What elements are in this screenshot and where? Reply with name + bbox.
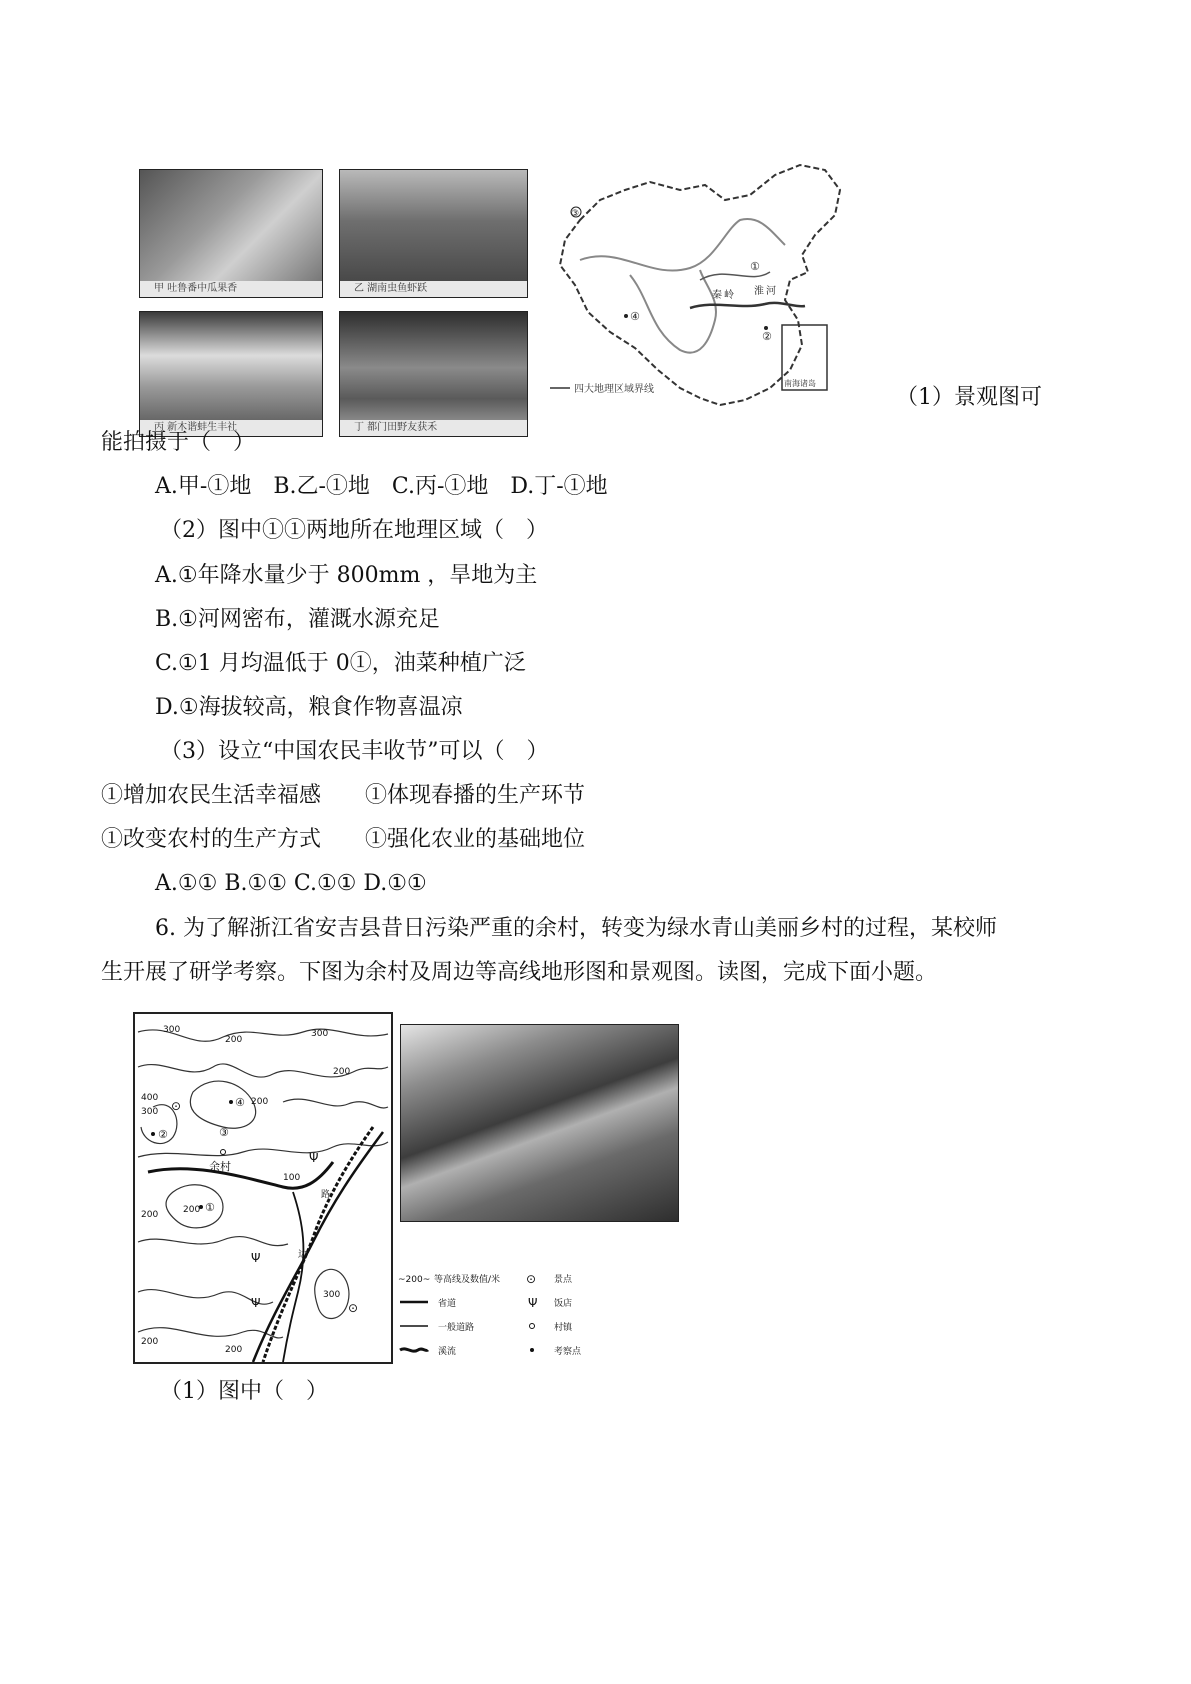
legend-contour-sample: ~200~	[398, 1275, 431, 1285]
contour-map	[133, 1012, 393, 1364]
contour-label: 200	[183, 1205, 201, 1215]
photo-ding	[339, 311, 528, 437]
inset-label: 南海诸岛	[784, 379, 816, 388]
photo-caption: 甲 吐鲁番中瓜果香	[140, 281, 322, 297]
survey-site-label: ④	[235, 1096, 245, 1109]
contour-label: 300	[311, 1029, 329, 1039]
q5-sub2: （2）图中①①两地所在地理区域（ ）	[160, 518, 548, 543]
scenic-spot-icon: ⊙	[526, 1272, 537, 1286]
region-boundary	[630, 270, 716, 353]
site-marker: ③	[571, 209, 580, 219]
q5-sub3: （3）设立“中国农民丰收节”可以（ ）	[160, 739, 549, 764]
river	[700, 272, 770, 280]
contour-label: 300	[141, 1107, 159, 1117]
map-legend: 四大地理区域界线	[574, 384, 654, 395]
legend-label: 景点	[554, 1275, 573, 1285]
survey-site-label: ①	[205, 1201, 215, 1214]
q5-sub2-option-b: B.①河网密布，灌溉水源充足	[155, 607, 440, 632]
contour-label: 400	[141, 1093, 159, 1103]
yucun-landscape-photo	[400, 1024, 679, 1222]
road-label: 路	[321, 1190, 331, 1200]
photo-caption: 丁 都门田野友获禾	[340, 420, 527, 436]
legend-label: 等高线及数值/米	[434, 1275, 501, 1285]
q5-sub1-options: A.甲-①地 B.乙-①地 C.丙-①地 D.丁-①地	[155, 474, 608, 499]
restaurant-icon: Ψ	[251, 1296, 261, 1310]
stream-swatch	[400, 1349, 428, 1351]
site-dot	[624, 314, 628, 318]
q5-sub3-line2: ①改变农村的生产方式 ①强化农业的基础地位	[101, 827, 586, 852]
scenic-spot-icon: ⊙	[171, 1099, 182, 1113]
contour-label: 200	[141, 1337, 159, 1347]
survey-site-label: ②	[158, 1128, 168, 1141]
photo-yi	[339, 169, 528, 298]
site-marker: ①	[750, 260, 760, 273]
q5-sub3-options: A.①① B.①① C.①① D.①①	[155, 871, 427, 896]
survey-point	[229, 1100, 233, 1104]
restaurant-icon: Ψ	[528, 1296, 538, 1310]
q6-stem-line2: 生开展了研学考察。下图为余村及周边等高线地形图和景观图。读图，完成下面小题。	[101, 960, 938, 985]
q6-sub1: （1）图中（ ）	[160, 1379, 328, 1404]
restaurant-icon: Ψ	[309, 1151, 319, 1165]
village-town-swatch	[530, 1324, 535, 1329]
site-marker: ④	[630, 310, 640, 323]
survey-point-swatch	[530, 1348, 534, 1352]
legend-label: 溪流	[438, 1347, 457, 1357]
photo-caption: 乙 湖南虫鱼虾跃	[340, 281, 527, 297]
q5-sub2-option-d: D.①海拔较高，粮食作物喜温凉	[155, 695, 463, 720]
qinling-huaihe-line	[690, 303, 805, 308]
contour-label: 200	[225, 1345, 243, 1355]
contour-label: 300	[323, 1290, 341, 1300]
q5-sub1-cont: 能拍摄于（ ）	[101, 430, 256, 455]
legend-label: 省道	[438, 1299, 457, 1309]
china-outline	[560, 165, 840, 405]
survey-point	[151, 1132, 155, 1136]
contour-label: 300	[163, 1025, 181, 1035]
photo-caption: 丙 新木谐蚌生丰社	[140, 420, 322, 436]
legend-label: 饭店	[554, 1299, 573, 1309]
q5-sub2-option-c: C.①1 月均温低于 0①，油菜种植广泛	[155, 651, 526, 676]
region-label: 淮	[754, 286, 764, 297]
restaurant-icon: Ψ	[251, 1251, 261, 1265]
contour-map-legend	[398, 1268, 618, 1368]
scenic-spot-icon: ⊙	[348, 1301, 359, 1315]
photo-bing	[139, 311, 323, 437]
region-label: 秦	[712, 290, 722, 301]
china-map	[540, 160, 890, 440]
contour-label: 200	[141, 1210, 159, 1220]
q5-sub3-line1: ①增加农民生活幸福感 ①体现春播的生产环节	[101, 783, 586, 808]
site-marker: ②	[762, 330, 772, 343]
road-label: 边	[298, 1250, 308, 1260]
contour-label: 200	[333, 1067, 351, 1077]
contour-label: 200	[251, 1097, 269, 1107]
legend-label: 考察点	[554, 1347, 582, 1357]
q6-stem-line1: 6. 为了解浙江省安吉县昔日污染严重的余村，转变为绿水青山美丽乡村的过程，某校师	[155, 916, 997, 941]
contour-label: 100	[283, 1173, 301, 1183]
legend-label: 村镇	[554, 1323, 573, 1333]
q5-sub1-tail: （1）景观图可	[896, 385, 1042, 410]
region-label: 河	[766, 286, 776, 297]
q5-sub2-option-a: A.①年降水量少于 800mm ，旱地为主	[155, 563, 538, 588]
village-label: 余村	[209, 1160, 231, 1173]
photo-jia	[139, 169, 323, 298]
region-label: 岭	[724, 290, 734, 301]
contour-label: 200	[225, 1035, 243, 1045]
legend-label: 一般道路	[438, 1323, 475, 1333]
site-dot	[764, 326, 768, 330]
survey-site-label: ③	[219, 1126, 229, 1139]
